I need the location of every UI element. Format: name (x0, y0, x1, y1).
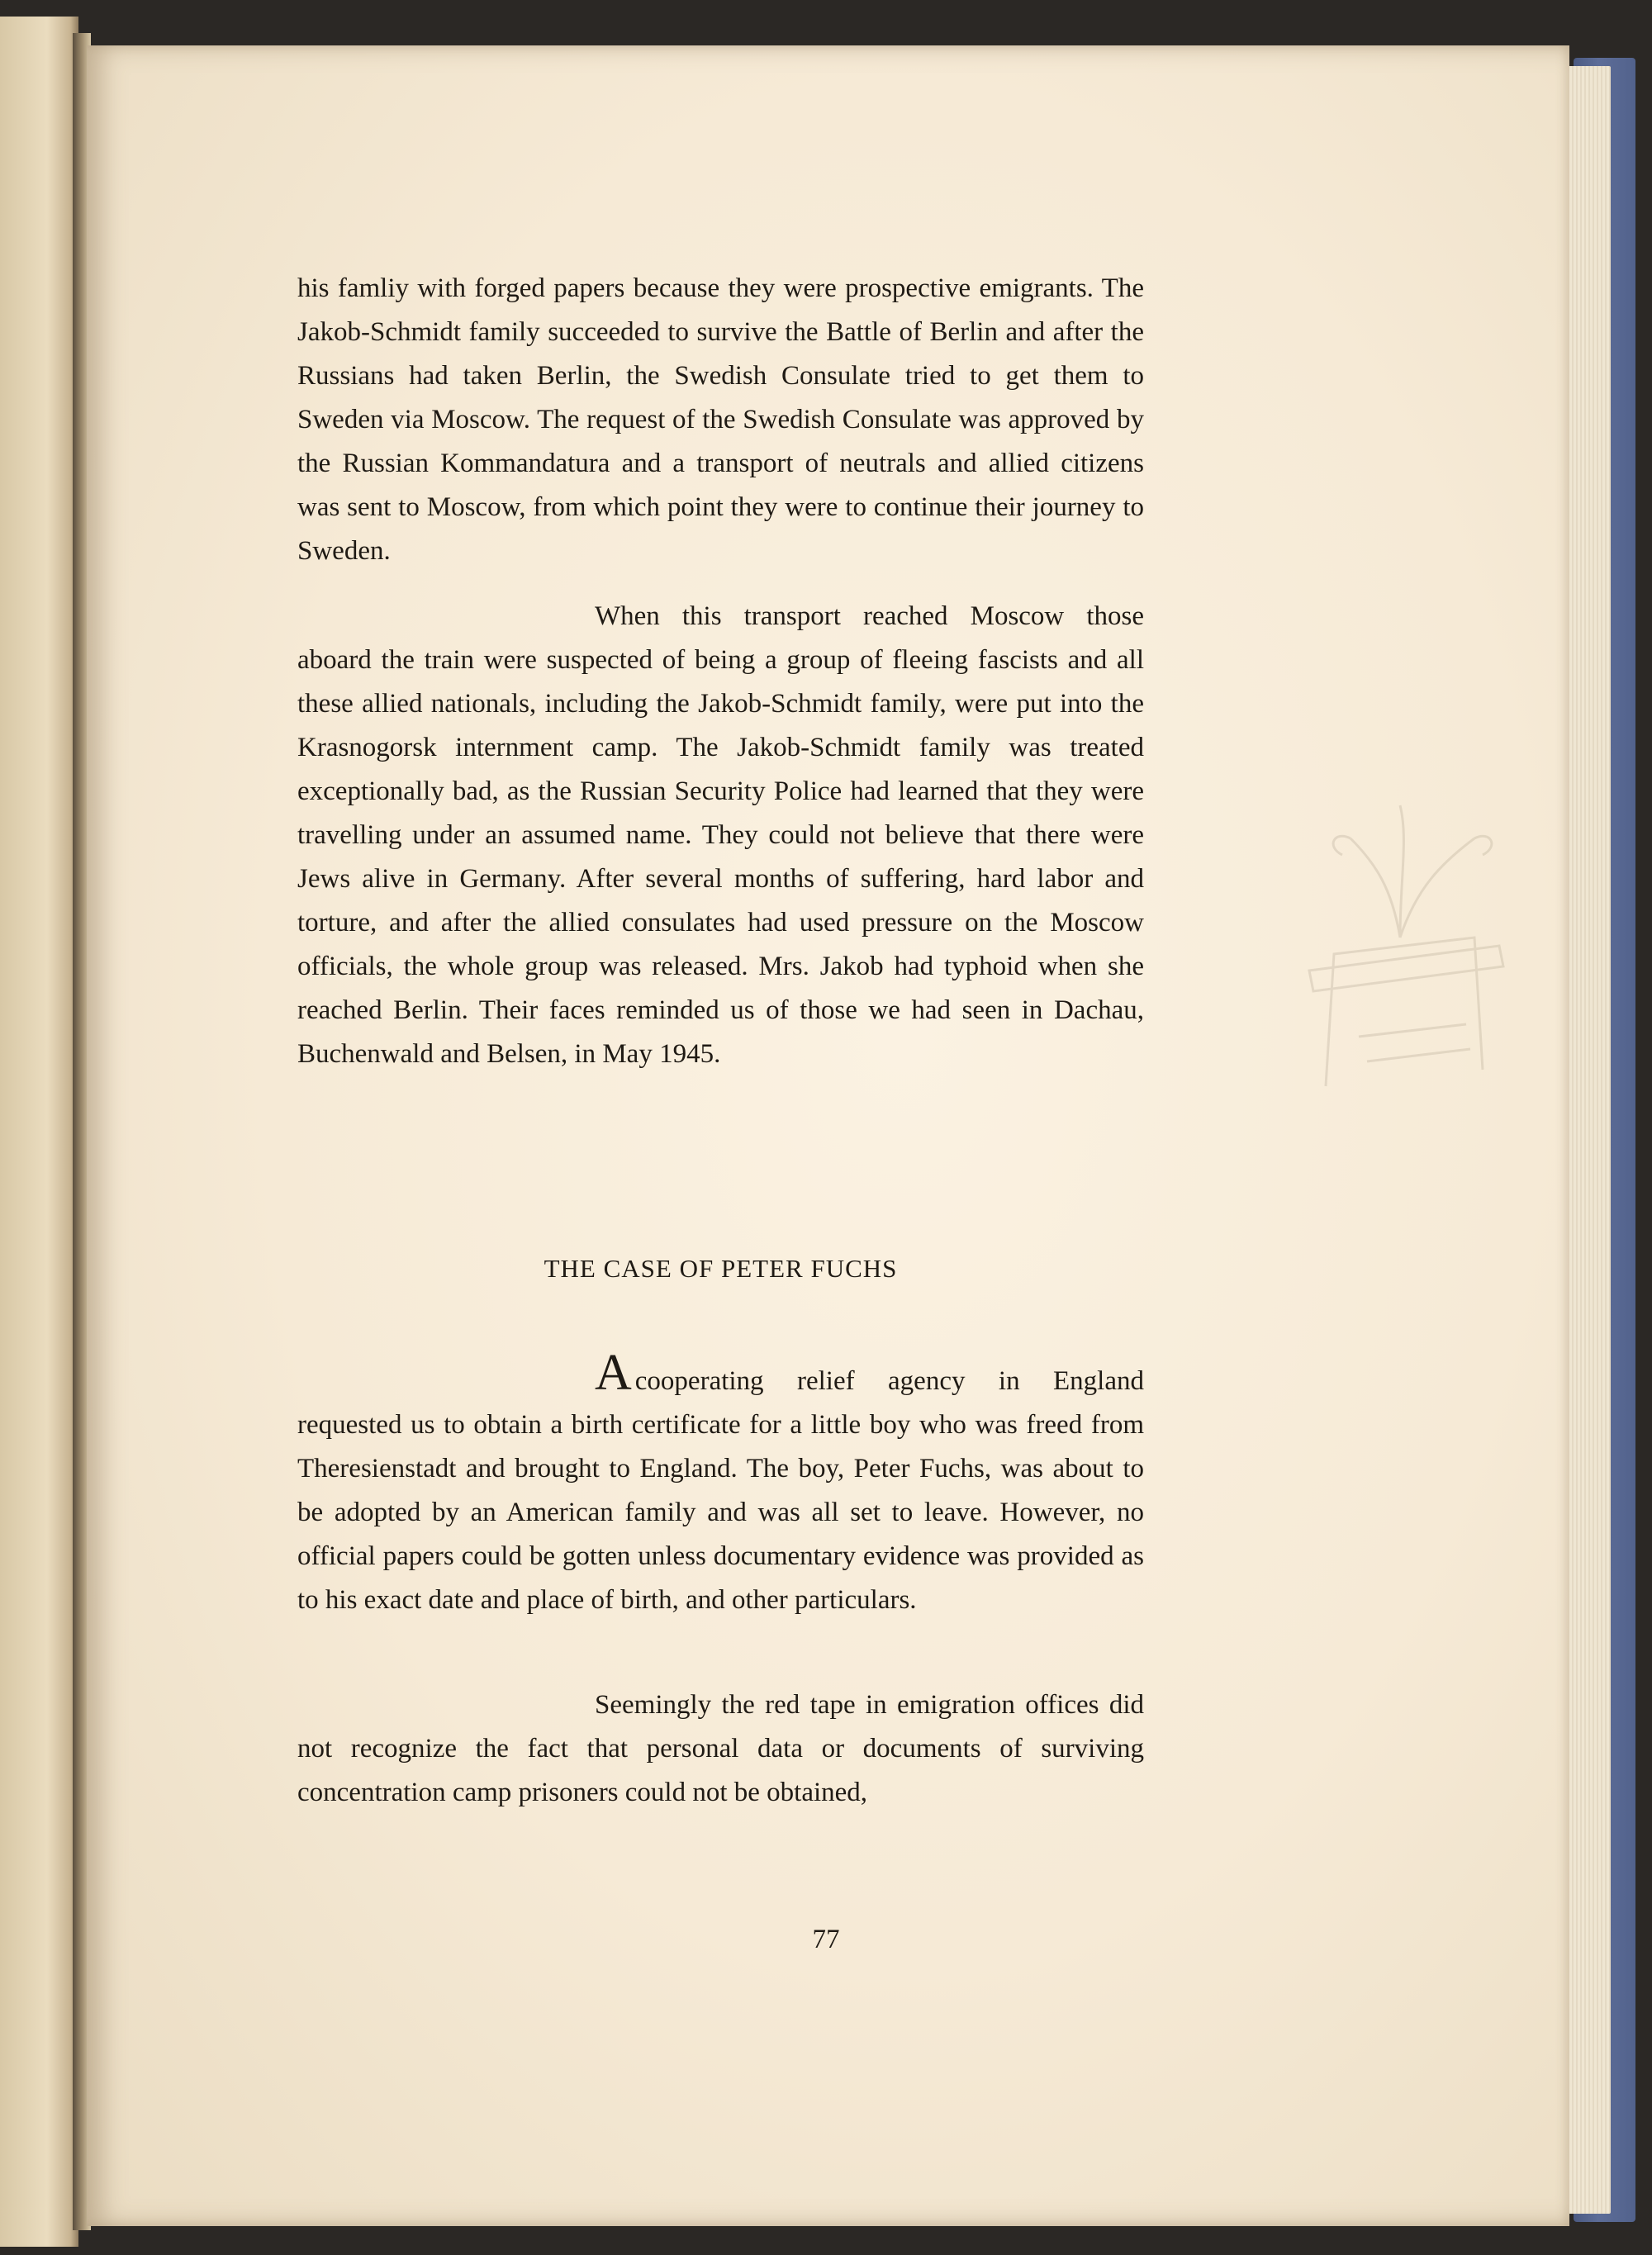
show-through-illustration (1276, 789, 1524, 1103)
continuation-text (297, 267, 1144, 573)
moscow-text (297, 595, 1144, 1076)
fuchs-paragraph-body: cooperating relief agency in England requested us to obtain a birth certificate for a little boy who was freed from Theresienstadt and brought to England. The boy, Peter Fuchs, was about to be adopted by an American family and was all set to leave. However, no official papers could be gotten unless documentary evidence was provided as to his exact date and place of birth, and other particulars. (297, 1366, 1144, 1615)
fuchs-paragraph (297, 1345, 1144, 1622)
drop-cap: A (595, 1345, 632, 1401)
red-tape-text (297, 1683, 1144, 1815)
section-heading: THE CASE OF PETER FUCHS (544, 1254, 898, 1283)
red-tape-paragraph: Seemingly the red tape in emigration offices did not recognize the fact that personal data or documents of surviving concentration camp prisoners could not be obtained, (297, 1690, 1144, 1807)
moscow-paragraph: When this transport reached Moscow those aboard the train were suspected of being a group of fleeing fascists and all these allied nationals, including the Jakob-Schmidt family, were put into the Krasnogorsk internment camp. The Jakob-Schmidt family was treated exceptionally bad, as the Russian Security Police had learned that they were travelling under an assumed name. They could not believe that there were Jews alive in Germany. After several months of suffering, hard labor and torture, and after the allied consulates had used pressure on the Moscow officials, the whole group was released. Mrs. Jakob had typhoid when she reached Berlin. Their faces reminded us of those we had seen in Dachau, Buchenwald and Belsen, in May 1945. (297, 601, 1144, 1069)
left-page-edge (0, 17, 78, 2247)
continuation-paragraph: his famliy with forged papers because they were prospective emigrants. The Jakob-Schmidt family succeeded to survive the Battle of Berlin and after the Russians had taken Berlin, the Swedish Consulate tried to get them to Sweden via Moscow. The request of the Swedish Consulate was approved by the Russian Kommandatura and a transport of neutrals and allied citizens was sent to Moscow, from which point they were to continue their journey to Sweden. (297, 273, 1144, 566)
page-number: 77 (812, 1925, 840, 1954)
fuchs-text (297, 1345, 1144, 1622)
